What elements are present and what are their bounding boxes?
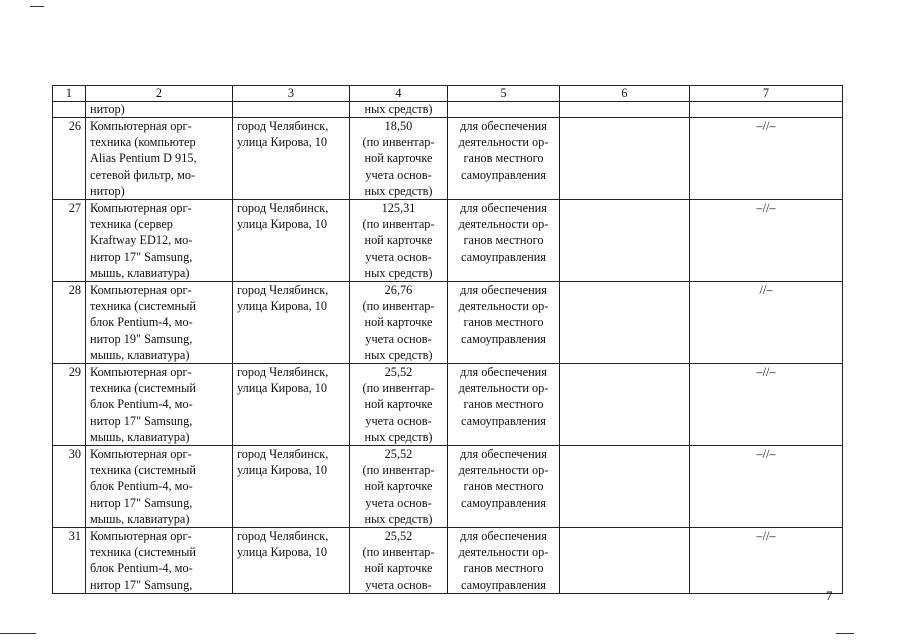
header-col-7: 7 bbox=[690, 86, 843, 102]
row-name-line: техника (системный bbox=[90, 545, 196, 560]
row-value-line: ной карточке bbox=[364, 561, 433, 576]
header-col-6: 6 bbox=[560, 86, 690, 102]
row-purpose-line: для обеспечения bbox=[460, 529, 547, 544]
row-name bbox=[86, 446, 233, 528]
row-purpose-line: самоуправления bbox=[461, 249, 546, 264]
row-value-line: (по инвентар- bbox=[362, 463, 435, 478]
header-row bbox=[53, 86, 843, 102]
row-address-line: город Челябинск, bbox=[237, 447, 329, 462]
row-purpose-line: деятельности ор- bbox=[458, 217, 549, 232]
row-purpose-line: для обеспечения bbox=[460, 119, 547, 133]
row-value-line: (по инвентар- bbox=[362, 217, 435, 232]
row-col7: –//– bbox=[690, 364, 843, 446]
row-value-line: учета основ- bbox=[365, 577, 432, 592]
row-value-line: ных средств) bbox=[364, 511, 433, 526]
row-name-line: блок Pentium-4, мо- bbox=[90, 397, 193, 412]
row-name-line: техника (системный bbox=[90, 381, 196, 396]
row-value-line: (по инвентар- bbox=[362, 381, 435, 396]
property-table bbox=[52, 85, 843, 594]
row-purpose-line: самоуправления bbox=[461, 167, 546, 182]
row-value-line: (по инвентар- bbox=[362, 545, 435, 560]
row-value-line: 125,31 bbox=[381, 201, 416, 216]
row-name-line: мышь, клавиатура) bbox=[90, 511, 190, 526]
row-address-line: город Челябинск, bbox=[237, 119, 329, 133]
row-value-line: ных средств) bbox=[364, 347, 433, 362]
row-name-line: мышь, клавиатура) bbox=[90, 347, 190, 362]
row-number: 30 bbox=[53, 446, 86, 528]
row-purpose-line: самоуправления bbox=[461, 413, 546, 428]
continuation-value: ных средств) bbox=[350, 102, 448, 118]
row-purpose-line: ганов местного bbox=[463, 397, 544, 412]
header-col-4: 4 bbox=[350, 86, 448, 102]
row-name-line: нитор 17" Samsung, bbox=[90, 413, 193, 428]
row-name-line: блок Pentium-4, мо- bbox=[90, 315, 193, 330]
table-row bbox=[53, 528, 843, 594]
row-value-line: ных средств) bbox=[364, 183, 433, 198]
row-purpose-line: для обеспечения bbox=[460, 201, 547, 216]
row-col7: –//– bbox=[690, 528, 843, 594]
row-col6 bbox=[560, 364, 690, 446]
row-name-line: техника (системный bbox=[90, 299, 196, 314]
row-purpose-line: самоуправления bbox=[461, 495, 546, 510]
continuation-row bbox=[53, 102, 843, 118]
header-col-3: 3 bbox=[233, 86, 350, 102]
row-value-line: учета основ- bbox=[365, 495, 432, 510]
row-purpose-line: самоуправления bbox=[461, 331, 546, 346]
row-value bbox=[350, 200, 448, 282]
row-name-line: Компьютерная орг- bbox=[90, 119, 192, 133]
row-address bbox=[233, 200, 350, 282]
row-address bbox=[233, 282, 350, 364]
row-name-line: блок Pentium-4, мо- bbox=[90, 561, 193, 576]
row-value-line: ных средств) bbox=[364, 265, 433, 280]
row-value-line: ной карточке bbox=[364, 479, 433, 494]
row-col6 bbox=[560, 282, 690, 364]
row-purpose-line: для обеспечения bbox=[460, 283, 547, 298]
row-value-line: 25,52 bbox=[384, 529, 413, 544]
row-value-line: ной карточке bbox=[364, 315, 433, 330]
row-value-line: 18,50 bbox=[384, 119, 413, 133]
row-name-line: техника (компьютер bbox=[90, 135, 196, 150]
row-purpose-line: ганов местного bbox=[463, 233, 544, 248]
row-col6 bbox=[560, 200, 690, 282]
row-address bbox=[233, 446, 350, 528]
continuation-num bbox=[53, 102, 86, 118]
row-purpose bbox=[448, 200, 560, 282]
row-value bbox=[350, 282, 448, 364]
row-purpose bbox=[448, 528, 560, 594]
continuation-col7 bbox=[690, 102, 843, 118]
row-purpose-line: ганов местного bbox=[463, 315, 544, 330]
row-address-line: город Челябинск, bbox=[237, 529, 329, 544]
row-col6 bbox=[560, 528, 690, 594]
row-number: 29 bbox=[53, 364, 86, 446]
row-purpose-line: ганов местного bbox=[463, 151, 544, 166]
row-address-line: город Челябинск, bbox=[237, 283, 329, 298]
row-col7: –//– bbox=[690, 446, 843, 528]
continuation-address bbox=[233, 102, 350, 118]
header-col-2: 2 bbox=[86, 86, 233, 102]
row-address-line: улица Кирова, 10 bbox=[237, 463, 328, 478]
row-value-line: учета основ- bbox=[365, 413, 432, 428]
row-value-line: 25,52 bbox=[384, 447, 413, 462]
scan-artifact-bottom-left bbox=[0, 633, 36, 634]
row-number: 26 bbox=[53, 118, 86, 200]
table-row bbox=[53, 200, 843, 282]
row-address-line: улица Кирова, 10 bbox=[237, 545, 328, 560]
row-name bbox=[86, 118, 233, 200]
row-name-line: сетевой фильтр, мо- bbox=[90, 167, 196, 182]
row-purpose-line: деятельности ор- bbox=[458, 381, 549, 396]
row-value bbox=[350, 364, 448, 446]
row-address-line: улица Кирова, 10 bbox=[237, 135, 328, 150]
row-col6 bbox=[560, 118, 690, 200]
row-name bbox=[86, 200, 233, 282]
row-value-line: учета основ- bbox=[365, 331, 432, 346]
row-value-line: (по инвентар- bbox=[362, 135, 435, 150]
row-name-line: техника (системный bbox=[90, 463, 196, 478]
scan-artifact-top-left bbox=[30, 6, 44, 7]
row-value-line: учета основ- bbox=[365, 167, 432, 182]
row-name-line: Компьютерная орг- bbox=[90, 283, 192, 298]
row-purpose-line: деятельности ор- bbox=[458, 135, 549, 150]
scan-artifact-bottom-right bbox=[836, 633, 854, 634]
row-purpose-line: для обеспечения bbox=[460, 365, 547, 380]
row-value-line: (по инвентар- bbox=[362, 299, 435, 314]
row-value-line: 25,52 bbox=[384, 365, 413, 380]
row-value bbox=[350, 446, 448, 528]
row-col7: //– bbox=[690, 282, 843, 364]
row-purpose-line: деятельности ор- bbox=[458, 463, 549, 478]
row-value-line: ной карточке bbox=[364, 151, 433, 166]
row-value bbox=[350, 528, 448, 594]
row-purpose bbox=[448, 364, 560, 446]
row-address-line: улица Кирова, 10 bbox=[237, 299, 328, 314]
row-address-line: город Челябинск, bbox=[237, 201, 329, 216]
row-col7: –//– bbox=[690, 118, 843, 200]
header-col-1: 1 bbox=[53, 86, 86, 102]
row-value bbox=[350, 118, 448, 200]
continuation-purpose bbox=[448, 102, 560, 118]
row-number: 31 bbox=[53, 528, 86, 594]
table-row bbox=[53, 282, 843, 364]
row-name-line: нитор) bbox=[90, 183, 125, 198]
row-address bbox=[233, 528, 350, 594]
row-name bbox=[86, 528, 233, 594]
table-row bbox=[53, 364, 843, 446]
row-address-line: улица Кирова, 10 bbox=[237, 381, 328, 396]
row-col7: –//– bbox=[690, 200, 843, 282]
row-purpose-line: деятельности ор- bbox=[458, 299, 549, 314]
row-name-line: Компьютерная орг- bbox=[90, 529, 192, 544]
row-purpose bbox=[448, 282, 560, 364]
row-name-line: нитор 17" Samsung, bbox=[90, 249, 193, 264]
table-row bbox=[53, 446, 843, 528]
row-purpose-line: ганов местного bbox=[463, 479, 544, 494]
row-address-line: улица Кирова, 10 bbox=[237, 217, 328, 232]
row-purpose-line: ганов местного bbox=[463, 561, 544, 576]
row-name-line: нитор 19" Samsung, bbox=[90, 331, 193, 346]
row-purpose-line: деятельности ор- bbox=[458, 545, 549, 560]
row-name-line: Компьютерная орг- bbox=[90, 447, 192, 462]
row-name-line: мышь, клавиатура) bbox=[90, 265, 190, 280]
row-value-line: ных средств) bbox=[364, 429, 433, 444]
page-number: 7 bbox=[826, 588, 833, 603]
row-name bbox=[86, 282, 233, 364]
row-value-line: учета основ- bbox=[365, 249, 432, 264]
row-number: 27 bbox=[53, 200, 86, 282]
row-purpose-line: для обеспечения bbox=[460, 447, 547, 462]
row-value-line: 26,76 bbox=[384, 283, 413, 298]
row-name-line: нитор 17" Samsung, bbox=[90, 495, 193, 510]
continuation-name: нитор) bbox=[86, 102, 233, 118]
row-purpose bbox=[448, 446, 560, 528]
table-row bbox=[53, 118, 843, 200]
row-name-line: Alias Pentium D 915, bbox=[90, 151, 197, 166]
row-name-line: Компьютерная орг- bbox=[90, 201, 192, 216]
row-address bbox=[233, 118, 350, 200]
row-name-line: мышь, клавиатура) bbox=[90, 429, 190, 444]
row-name-line: техника (сервер bbox=[90, 217, 173, 232]
row-purpose bbox=[448, 118, 560, 200]
row-address bbox=[233, 364, 350, 446]
row-name-line: нитор 17" Samsung, bbox=[90, 577, 193, 592]
table-body bbox=[53, 86, 843, 594]
row-name-line: Компьютерная орг- bbox=[90, 365, 192, 380]
header-col-5: 5 bbox=[448, 86, 560, 102]
row-name bbox=[86, 364, 233, 446]
row-value-line: ной карточке bbox=[364, 397, 433, 412]
row-col6 bbox=[560, 446, 690, 528]
row-value-line: ной карточке bbox=[364, 233, 433, 248]
row-address-line: город Челябинск, bbox=[237, 365, 329, 380]
row-name-line: блок Pentium-4, мо- bbox=[90, 479, 193, 494]
continuation-col6 bbox=[560, 102, 690, 118]
row-purpose-line: самоуправления bbox=[461, 577, 546, 592]
row-number: 28 bbox=[53, 282, 86, 364]
row-name-line: Kraftway ED12, мо- bbox=[90, 233, 193, 248]
